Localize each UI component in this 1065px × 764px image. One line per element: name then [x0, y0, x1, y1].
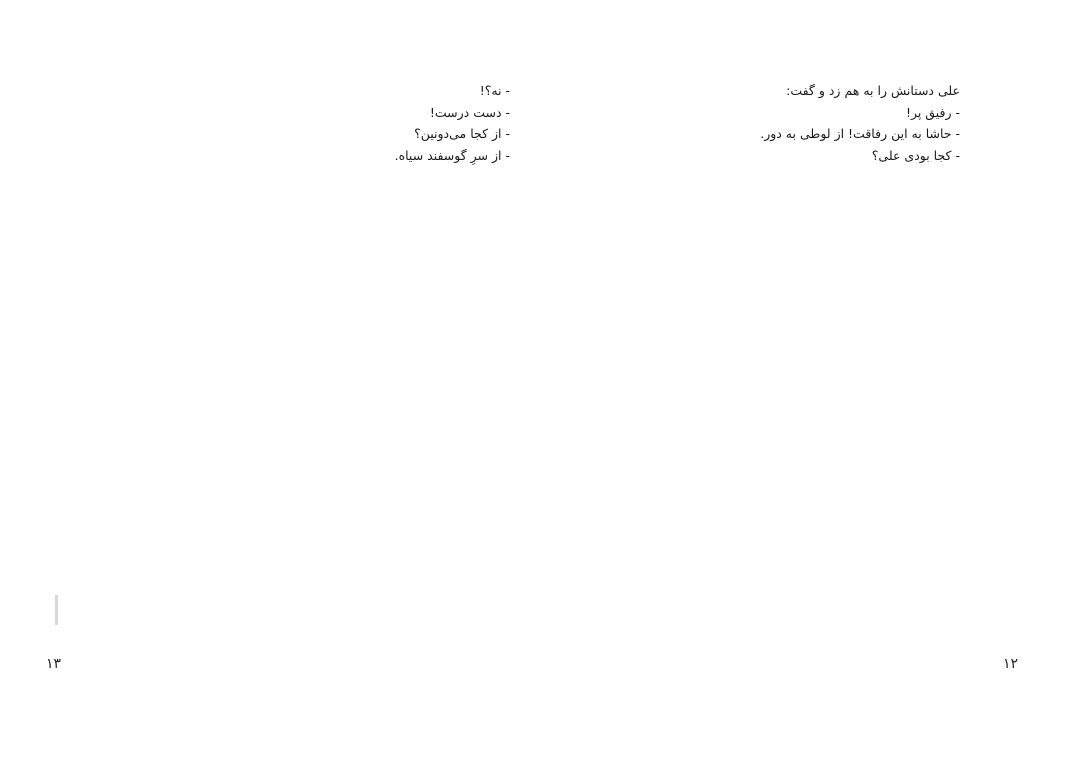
dialogue-line: - کجا بودی علی؟ — [871, 147, 960, 163]
dialogue-line: - حاشا به این رفاقت! از لوطی به دور. — [760, 126, 960, 141]
text-line: علی دستانش را به هم زد و گفت: — [786, 83, 960, 98]
scan-fold-mark — [55, 595, 58, 625]
page-number-left: ۱۳ — [46, 656, 62, 672]
page-number-right: ۱۲ — [1003, 656, 1019, 672]
dialogue-line: - دست درست! — [429, 104, 510, 120]
left-page — [90, 80, 510, 166]
dialogue-line: - رفیق پر! — [905, 104, 960, 120]
right-page — [540, 80, 960, 166]
dialogue-line: - از کجا می‌دونین؟ — [414, 126, 510, 141]
dialogue-line: - نه؟! — [479, 83, 510, 98]
dialogue-line: - از سرِ گوسفند سیاه. — [394, 147, 510, 163]
